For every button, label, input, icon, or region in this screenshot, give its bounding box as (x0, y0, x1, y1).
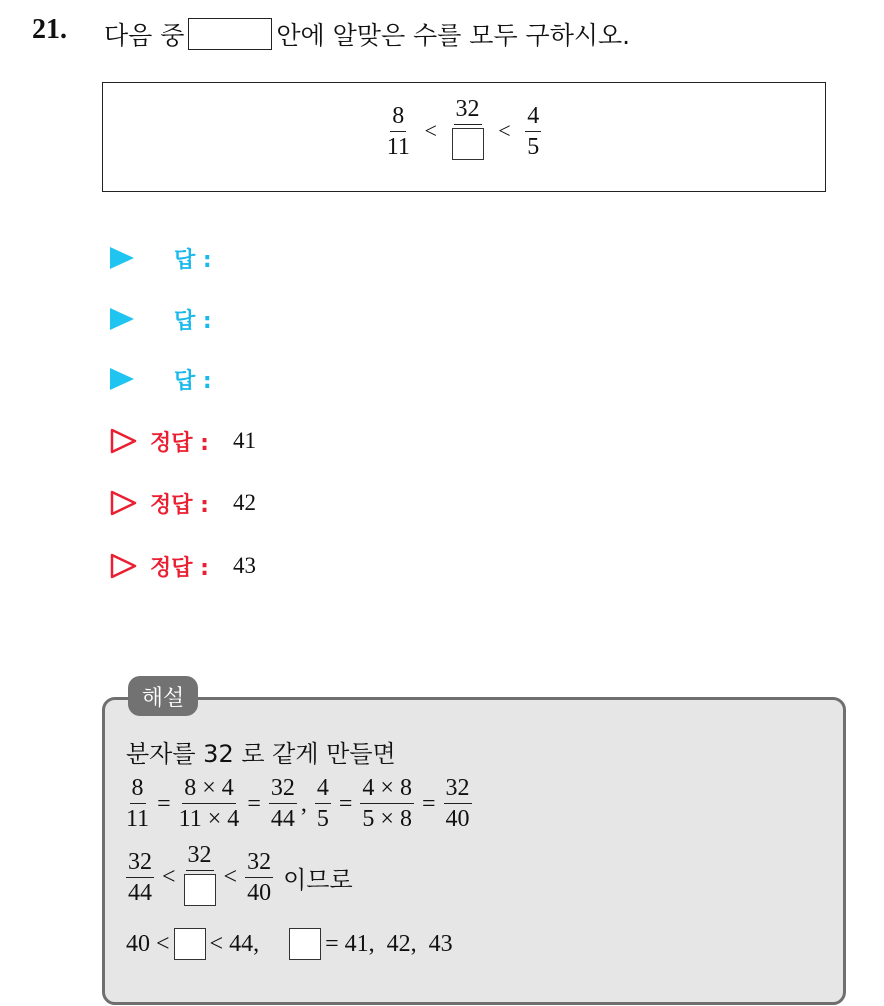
solution-text: < 44, (209, 930, 260, 957)
correct-answer-label: 정답 : (150, 492, 209, 518)
fraction-denominator: 5 × 8 (362, 806, 412, 833)
correct-answer-value: 43 (232, 553, 256, 578)
comma: , (300, 790, 307, 817)
fraction-numerator: 8 (390, 104, 406, 132)
fraction-numerator: 32 (269, 776, 297, 804)
solution-text: 이므로 (283, 866, 353, 895)
fraction-blank (184, 843, 216, 912)
solution-tag: 해설 (128, 676, 198, 716)
fraction (269, 776, 297, 832)
equals-sign: = (421, 790, 436, 817)
answer-label: 답 : (174, 308, 212, 334)
fraction-denominator-blank (184, 871, 216, 912)
fraction-denominator: 11 (126, 806, 150, 833)
outline-triangle-icon (110, 428, 138, 454)
equals-sign: = (157, 790, 171, 817)
fraction-denominator-blank (452, 125, 484, 166)
fraction-numerator: 32 (454, 97, 482, 125)
fraction (179, 776, 240, 832)
solution-text: 40 < (126, 930, 170, 957)
filled-triangle-icon (110, 247, 134, 269)
correct-answer-label: 정답 : (150, 430, 209, 456)
less-than-sign: < (424, 118, 437, 144)
fraction-numerator: 4 (315, 776, 331, 804)
fraction (444, 776, 472, 832)
outline-triangle-icon (110, 490, 138, 516)
fraction (126, 850, 154, 906)
correct-answer-row (110, 483, 256, 523)
fraction-middle (452, 97, 484, 166)
question-text-before: 다음 중 (104, 21, 185, 50)
less-than-sign: < (223, 864, 238, 891)
problem-box (102, 82, 826, 192)
fraction-numerator: 32 (444, 776, 472, 804)
fraction (245, 850, 273, 906)
correct-answer-row (110, 421, 256, 461)
fraction (126, 776, 149, 832)
equals-sign: = (338, 790, 353, 817)
equals-sign: = (247, 790, 261, 817)
fraction-denominator: 44 (128, 879, 152, 906)
solution-result: = 41, 42, 43 (325, 930, 453, 957)
solution-line-4 (126, 928, 453, 960)
correct-answer-row (110, 546, 256, 586)
solution-line-1 (126, 734, 396, 769)
fraction-denominator: 11 (386, 133, 410, 160)
answer-row[interactable] (110, 299, 212, 339)
fraction-right (525, 104, 541, 160)
filled-triangle-icon (110, 308, 134, 330)
inequality-expression (103, 97, 825, 166)
fraction-numerator: 8 (130, 776, 146, 804)
solution-text: 분자를 32 로 같게 만들면 (126, 740, 396, 768)
answer-row[interactable] (110, 238, 212, 278)
correct-answer-value: 42 (232, 490, 256, 515)
less-than-sign: < (498, 118, 511, 144)
fraction-numerator: 8 × 4 (182, 776, 236, 804)
fraction-numerator: 32 (126, 850, 154, 878)
answer-label: 답 : (174, 368, 212, 394)
fraction-numerator: 4 × 8 (360, 776, 414, 804)
question-blank-box (188, 18, 272, 50)
blank-box (184, 874, 216, 906)
question-text (104, 16, 630, 52)
fraction-numerator: 4 (525, 104, 541, 132)
fraction-denominator: 40 (247, 879, 272, 906)
question-number: 21. (32, 14, 67, 45)
fraction-denominator: 44 (270, 806, 295, 833)
question-text-after: 안에 알맞은 수를 모두 구하시오. (276, 21, 631, 50)
blank-box (174, 928, 206, 960)
blank-box (452, 128, 484, 160)
less-than-sign: < (162, 864, 176, 891)
fraction (315, 776, 331, 832)
fraction-denominator: 40 (445, 806, 470, 833)
answer-row[interactable] (110, 359, 212, 399)
fraction-denominator: 11 × 4 (178, 806, 240, 833)
fraction-denominator: 5 (316, 806, 329, 833)
fraction-numerator: 32 (186, 843, 214, 871)
outline-triangle-icon (110, 553, 138, 579)
solution-line-2 (126, 776, 472, 832)
blank-box (289, 928, 321, 960)
filled-triangle-icon (110, 368, 134, 390)
fraction-denominator: 5 (527, 133, 540, 160)
fraction-numerator: 32 (245, 850, 273, 878)
fraction-left (387, 104, 410, 160)
solution-line-3 (126, 843, 353, 912)
fraction (360, 776, 414, 832)
correct-answer-label: 정답 : (150, 555, 209, 581)
correct-answer-value: 41 (232, 428, 256, 453)
answer-label: 답 : (174, 247, 212, 273)
